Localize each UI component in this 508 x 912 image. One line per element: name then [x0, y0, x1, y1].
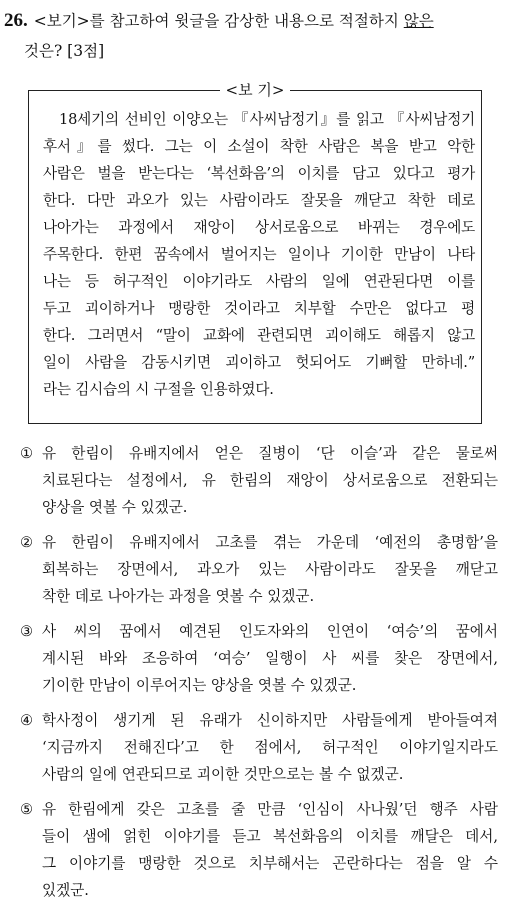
- bogi-line: 나아가는 과정에서 재앙이 상서로움으로 바뀌는 경우에도: [43, 219, 475, 236]
- choice-line: 있겠군.: [42, 882, 89, 899]
- bogi-line: 한다. 다만 과오가 있는 사람이라도 잘못을 깨닫고 착한 데로: [43, 192, 475, 209]
- bogi-line: 두고 괴이하거나 맹랑한 것이라고 치부할 수만은 없다고 평: [43, 300, 475, 317]
- answer-choice-4[interactable]: [20, 707, 498, 788]
- bogi-box: [28, 81, 482, 424]
- choice-number: ②: [20, 534, 34, 551]
- question-line-2: 것은? [3점]: [24, 42, 105, 60]
- choice-line: 착한 데로 나아가는 과정을 엿볼 수 있겠군.: [42, 588, 315, 605]
- bogi-line: 한다. 그러면서 “말이 교화에 관련되면 괴이해도 해롭지 않고: [43, 327, 475, 344]
- choice-line: 치료된다는 설정에서, 유 한림의 재앙이 상서로움으로 전환되는: [42, 472, 498, 489]
- choice-line: 기이한 만남이 이루어지는 양상을 엿볼 수 있겠군.: [42, 677, 357, 694]
- choice-line: 유 한림이 유배지에서 고초를 겪는 가운데 ‘예전의 총명함’을: [42, 534, 498, 551]
- choice-line: 그 이야기를 맹랑한 것으로 치부해서는 곤란하다는 점을 알 수: [42, 855, 498, 872]
- bogi-line: 주목한다. 한편 꿈속에서 벌어지는 일이나 기이한 만남이 나타: [43, 246, 475, 263]
- bogi-line: 일이 사람을 감동시키면 괴이하고 헛되어도 기뻐할 만하네.”: [43, 354, 475, 371]
- choice-line: 유 한림에게 갖은 고초를 줄 만큼 ‘인심이 사나웠’던 행주 사람: [42, 801, 498, 818]
- answer-choice-5[interactable]: [20, 796, 498, 904]
- choice-number: ①: [20, 445, 34, 462]
- bogi-title: <보 기>: [29, 80, 481, 100]
- answer-choice-2[interactable]: [20, 529, 498, 610]
- question-text: <보기>를 참고하여 윗글을 감상한 내용으로 적절하지: [33, 12, 404, 30]
- choice-number: ⑤: [20, 801, 34, 818]
- bogi-line: 나는 등 허구적인 이야기라도 사람의 일에 연관된다면 이를: [43, 273, 475, 290]
- bogi-line: 18세기의 선비인 이양오는 『사씨남정기』를 읽고 『사씨남정기: [59, 111, 475, 128]
- choice-line: 학사정이 생기게 된 유래가 신이하지만 사람들에게 받아들여져: [42, 712, 498, 729]
- bogi-line: 라는 김시습의 시 구절을 인용하였다.: [43, 381, 274, 398]
- question-number: 26.: [4, 10, 28, 31]
- answer-choice-3[interactable]: [20, 618, 498, 699]
- bogi-line: 후서』를 썼다. 그는 이 소설이 착한 사람은 복을 받고 악한: [43, 138, 475, 155]
- choice-line: 사람의 일에 연관되므로 괴이한 것만으로는 볼 수 없겠군.: [42, 766, 404, 783]
- choice-line: ‘지금까지 전해진다’고 한 점에서, 허구적인 이야기일지라도: [42, 739, 498, 756]
- choice-line: 회복하는 장면에서, 과오가 있는 사람이라도 잘못을 깨닫고: [42, 561, 498, 578]
- bogi-body: [43, 106, 475, 403]
- choice-line: 양상을 엿볼 수 있겠군.: [42, 499, 188, 516]
- choice-line: 사 씨의 꿈에서 예견된 인도자와의 인연이 ‘여승’의 꿈에서: [42, 623, 498, 640]
- choice-number: ③: [20, 623, 34, 640]
- question-underlined-word: 않은: [403, 12, 434, 30]
- answer-choice-1[interactable]: [20, 440, 498, 521]
- bogi-line: 사람은 벌을 받는다는 ‘복선화음’의 이치를 담고 있다고 평가: [43, 165, 475, 182]
- choice-number: ④: [20, 712, 34, 729]
- choice-line: 유 한림이 유배지에서 얻은 질병이 ‘단 이슬’과 같은 물로써: [42, 445, 498, 462]
- question-line-1: [4, 6, 500, 36]
- choice-line: 계시된 바와 조응하여 ‘여승’ 일행이 사 씨를 찾은 장면에서,: [42, 650, 498, 667]
- answer-choices: [20, 440, 498, 912]
- choice-line: 들이 샘에 얽힌 이야기를 듣고 복선화음의 이치를 깨달은 데서,: [42, 828, 498, 845]
- question-stem: [4, 6, 500, 66]
